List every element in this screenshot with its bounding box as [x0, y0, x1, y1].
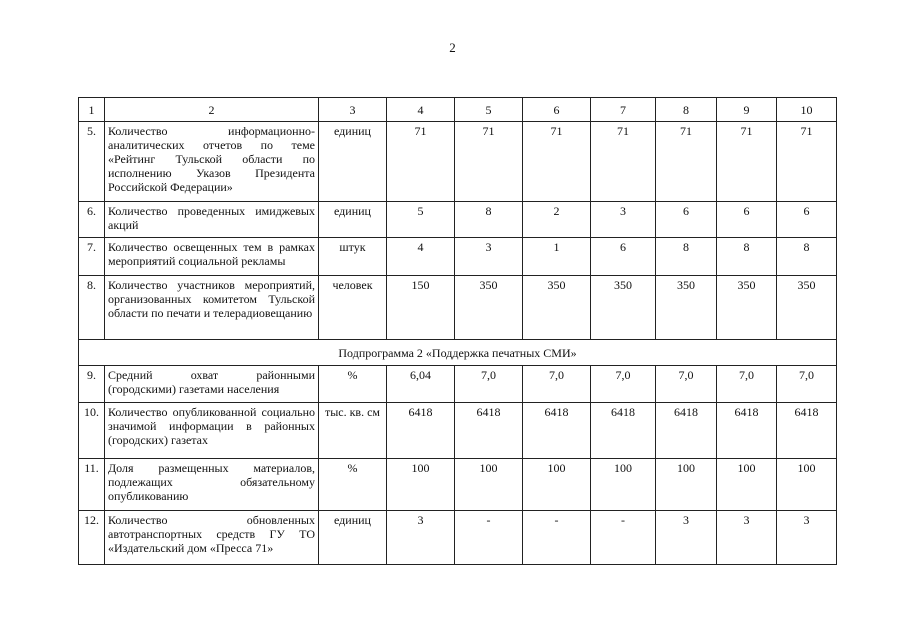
- value-cell: 71: [656, 122, 717, 202]
- value-cell: 3: [387, 511, 455, 565]
- value-cell: 350: [455, 276, 523, 340]
- indicator-name: Количество информационно-аналитических отчетов по теме «Рейтинг Тульской области по исполнению Указов Президента Российской Федерации»: [105, 122, 319, 202]
- value-cell: 7,0: [591, 366, 656, 403]
- header-cell: 4: [387, 98, 455, 122]
- value-cell: 6418: [777, 403, 837, 459]
- header-cell: 10: [777, 98, 837, 122]
- header-cell: 6: [523, 98, 591, 122]
- value-cell: 6418: [523, 403, 591, 459]
- value-cell: 7,0: [656, 366, 717, 403]
- row-number: 5.: [79, 122, 105, 202]
- table-header-row: [79, 98, 837, 122]
- header-cell: 3: [319, 98, 387, 122]
- row-number: 7.: [79, 238, 105, 276]
- header-cell: 2: [105, 98, 319, 122]
- header-cell: 5: [455, 98, 523, 122]
- unit-cell: %: [319, 459, 387, 511]
- value-cell: 8: [455, 202, 523, 238]
- unit-cell: единиц: [319, 122, 387, 202]
- unit-cell: %: [319, 366, 387, 403]
- table-row: [79, 459, 837, 511]
- value-cell: -: [591, 511, 656, 565]
- value-cell: 8: [656, 238, 717, 276]
- value-cell: 3: [591, 202, 656, 238]
- subprogram-row: [79, 340, 837, 366]
- value-cell: 8: [717, 238, 777, 276]
- table-row: [79, 366, 837, 403]
- value-cell: 350: [656, 276, 717, 340]
- value-cell: 71: [523, 122, 591, 202]
- unit-cell: человек: [319, 276, 387, 340]
- value-cell: 6418: [455, 403, 523, 459]
- value-cell: -: [455, 511, 523, 565]
- row-number: 10.: [79, 403, 105, 459]
- value-cell: 7,0: [717, 366, 777, 403]
- value-cell: 350: [523, 276, 591, 340]
- value-cell: 6: [717, 202, 777, 238]
- table-row: [79, 238, 837, 276]
- value-cell: 2: [523, 202, 591, 238]
- table-row: [79, 202, 837, 238]
- value-cell: 6418: [387, 403, 455, 459]
- value-cell: 350: [591, 276, 656, 340]
- unit-cell: единиц: [319, 511, 387, 565]
- header-cell: 1: [79, 98, 105, 122]
- value-cell: 150: [387, 276, 455, 340]
- header-cell: 8: [656, 98, 717, 122]
- value-cell: 6,04: [387, 366, 455, 403]
- value-cell: 100: [777, 459, 837, 511]
- row-number: 9.: [79, 366, 105, 403]
- indicator-name: Доля размещенных материалов, подлежащих обязательному опубликованию: [105, 459, 319, 511]
- value-cell: 6: [777, 202, 837, 238]
- value-cell: 100: [523, 459, 591, 511]
- row-number: 8.: [79, 276, 105, 340]
- row-number: 11.: [79, 459, 105, 511]
- value-cell: 71: [717, 122, 777, 202]
- page-number: 2: [449, 40, 456, 55]
- row-number: 6.: [79, 202, 105, 238]
- value-cell: 1: [523, 238, 591, 276]
- value-cell: 6418: [656, 403, 717, 459]
- indicators-table: [78, 97, 837, 565]
- table-row: [79, 122, 837, 202]
- indicator-name: Средний охват районными (городскими) газетами населения: [105, 366, 319, 403]
- row-number: 12.: [79, 511, 105, 565]
- value-cell: 6418: [717, 403, 777, 459]
- value-cell: 100: [717, 459, 777, 511]
- indicator-name: Количество участников мероприятий, организованных комитетом Тульской области по печати и телерадиовещанию: [105, 276, 319, 340]
- indicator-name: Количество обновленных автотранспортных средств ГУ ТО «Издательский дом «Пресса 71»: [105, 511, 319, 565]
- indicator-name: Количество освещенных тем в рамках мероприятий социальной рекламы: [105, 238, 319, 276]
- value-cell: 100: [591, 459, 656, 511]
- table-row: [79, 403, 837, 459]
- value-cell: 71: [455, 122, 523, 202]
- value-cell: -: [523, 511, 591, 565]
- value-cell: 3: [455, 238, 523, 276]
- value-cell: 100: [387, 459, 455, 511]
- value-cell: 7,0: [777, 366, 837, 403]
- subprogram-title: Подпрограмма 2 «Поддержка печатных СМИ»: [79, 340, 837, 366]
- value-cell: 100: [656, 459, 717, 511]
- unit-cell: тыс. кв. см: [319, 403, 387, 459]
- indicator-name: Количество проведенных имиджевых акций: [105, 202, 319, 238]
- header-cell: 7: [591, 98, 656, 122]
- value-cell: 6: [591, 238, 656, 276]
- value-cell: 3: [717, 511, 777, 565]
- value-cell: 6418: [591, 403, 656, 459]
- value-cell: 350: [717, 276, 777, 340]
- value-cell: 5: [387, 202, 455, 238]
- header-cell: 9: [717, 98, 777, 122]
- value-cell: 71: [777, 122, 837, 202]
- value-cell: 3: [777, 511, 837, 565]
- value-cell: 350: [777, 276, 837, 340]
- indicator-name: Количество опубликованной социально значимой информации в районных (городских) газетах: [105, 403, 319, 459]
- table-row: [79, 276, 837, 340]
- value-cell: 71: [387, 122, 455, 202]
- table-row: [79, 511, 837, 565]
- value-cell: 7,0: [455, 366, 523, 403]
- value-cell: 6: [656, 202, 717, 238]
- unit-cell: штук: [319, 238, 387, 276]
- value-cell: 100: [455, 459, 523, 511]
- value-cell: 8: [777, 238, 837, 276]
- value-cell: 7,0: [523, 366, 591, 403]
- unit-cell: единиц: [319, 202, 387, 238]
- value-cell: 4: [387, 238, 455, 276]
- value-cell: 71: [591, 122, 656, 202]
- value-cell: 3: [656, 511, 717, 565]
